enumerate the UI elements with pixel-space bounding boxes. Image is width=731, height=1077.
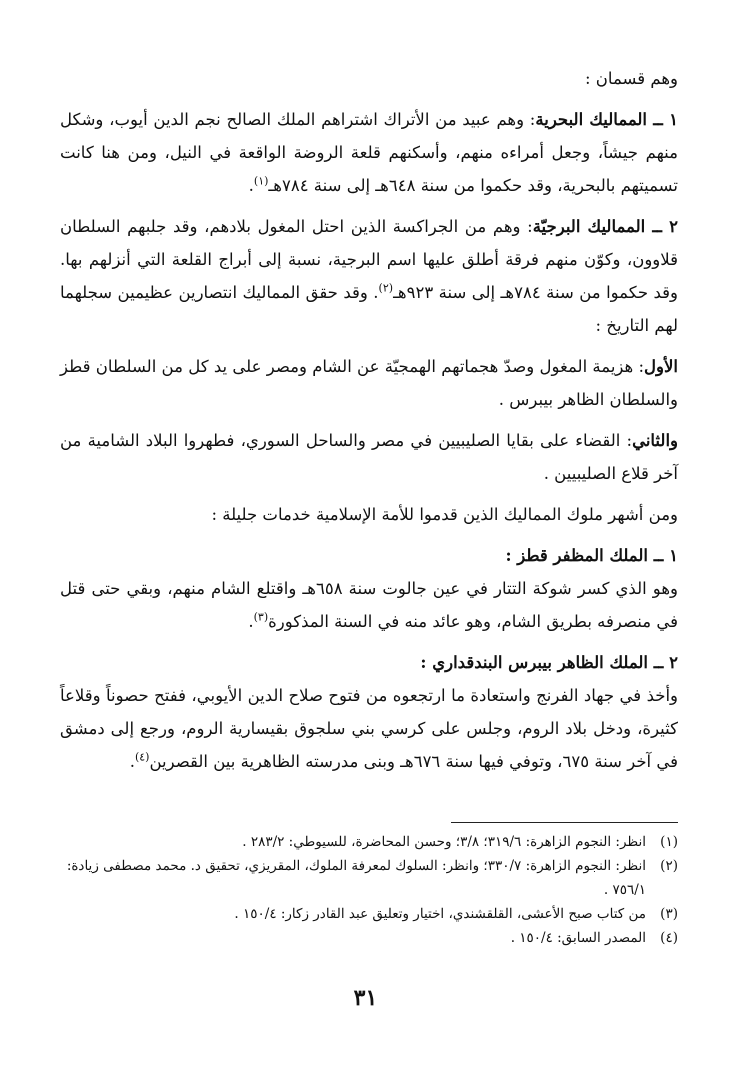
second-victory-text: : القضاء على بقايا الصليبيين في مصر والساحل السوري، فطهروا البلاد الشامية من آخر قلاع الصليبيين . [60,431,678,483]
baybars-paragraph [60,679,678,778]
footnote-number: (٢) [660,858,678,874]
footnote-ref-2[interactable]: (٢) [378,281,394,295]
footnote-text: انظر: النجوم الزاهرة: ٣١٩/٦؛ ٣/٨؛ وحسن المحاضرة، للسيوطي: ٢٨٣/٢ . [242,834,646,850]
burji-text: : وهم من الجراكسة الذين احتل المغول بلادهم، وقد جلبهم السلطان قلاوون، وكوّن منهم فرقة أطلق عليها اسم البرجية، نسبة إلى أبراج القلعة التي أنزلهم بها. وقد حكموا من سنة ٧٨٤هـ إلى سنة ٩٢٣هـ [60,217,678,302]
baybars-heading: ٢ ــ الملك الظاهر بيبرس البندقداري : [420,653,678,672]
footnote-4 [60,926,678,950]
first-victory-text: : هزيمة المغول وصدّ هجماتهم الهمجيّة عن الشام ومصر على يد كل من السلطان قطز والسلطان الظاهر بيبرس . [60,357,678,409]
page-number: ٣١ [353,985,378,1011]
burji-heading: ٢ ــ المماليك البرجيّة [532,217,678,236]
footnote-number: (١) [660,834,678,850]
footnote-1 [60,830,678,854]
bahri-paragraph [60,103,678,202]
footnote-text: انظر: النجوم الزاهرة: ٣٣٠/٧؛ وانظر: السلوك لمعرفة الملوك، المقريزي، تحقيق د. محمد مصطفى زيادة: ٧٥٦/١ . [66,858,646,898]
burji-paragraph [60,210,678,342]
first-victory-paragraph [60,350,678,416]
footnote-number: (٤) [660,930,678,946]
bahri-text: : وهم عبيد من الأتراك اشتراهم الملك الصالح نجم الدين أيوب، وشكل منهم جيشاً، وجعل أمراءه منهم، وأسكنهم قلعة الروضة الواقعة في النيل، ومن هنا كانت تسميتهم بالبحرية، وقد حكموا من سنة ٦٤٨هـ إلى سنة ٧٨٤هـ [60,110,678,195]
bahri-end: . [248,176,254,195]
footnote-number: (٣) [660,906,678,922]
footnote-ref-3[interactable]: (٣) [253,610,269,624]
baybars-text: وأخذ في جهاد الفرنج واستعادة ما ارتجعوه من فتوح صلاح الدين الأيوبي، ففتح حصوناً وقلاعاً كثيرة، ودخل بلاد الروم، وجلس على كرسي بني سلجوق بقيسارية الروم، ورجع إلى دمشق في آخر سنة ٦٧٥، وتوفي فيها سنة ٦٧٦هـ وبنى مدرسته الظاهرية بين القصرين [60,686,678,771]
intro-paragraph: وهم قسمان : [585,69,678,88]
bahri-heading: ١ ــ المماليك البحرية [535,110,678,129]
baybars-end: . [129,752,135,771]
second-victory-heading: والثاني [632,431,678,450]
page-body [60,62,678,778]
second-victory-paragraph [60,424,678,490]
footnote-separator [451,822,678,823]
footnote-ref-4[interactable]: (٤) [134,750,150,764]
footnote-ref-1[interactable]: (١) [253,174,269,188]
footnotes [60,830,678,950]
footnote-text: من كتاب صبح الأعشى، القلقشندي، اختيار وتعليق عبد القادر زكار: ١٥٠/٤ . [234,906,646,922]
footnote-2 [60,854,678,902]
qutuz-end: . [248,612,254,631]
footnote-text: المصدر السابق: ١٥٠/٤ . [510,930,646,946]
qutuz-heading: ١ ــ الملك المظفر قطز : [505,546,678,565]
burji-end: . وقد حقق المماليك انتصارين عظيمين سجلهما لهم التاريخ : [60,283,678,335]
qutuz-text: وهو الذي كسر شوكة التتار في عين جالوت سنة ٦٥٨هـ واقتلع الشام منهم، وبقي حتى قتل في منصرفه بطريق الشام، وهو عائد منه في السنة المذكورة [60,579,678,631]
famous-kings-intro: ومن أشهر ملوك المماليك الذين قدموا للأمة الإسلامية خدمات جليلة : [211,505,678,524]
first-victory-heading: الأول [644,357,678,376]
qutuz-paragraph [60,572,678,638]
footnote-3 [60,902,678,926]
